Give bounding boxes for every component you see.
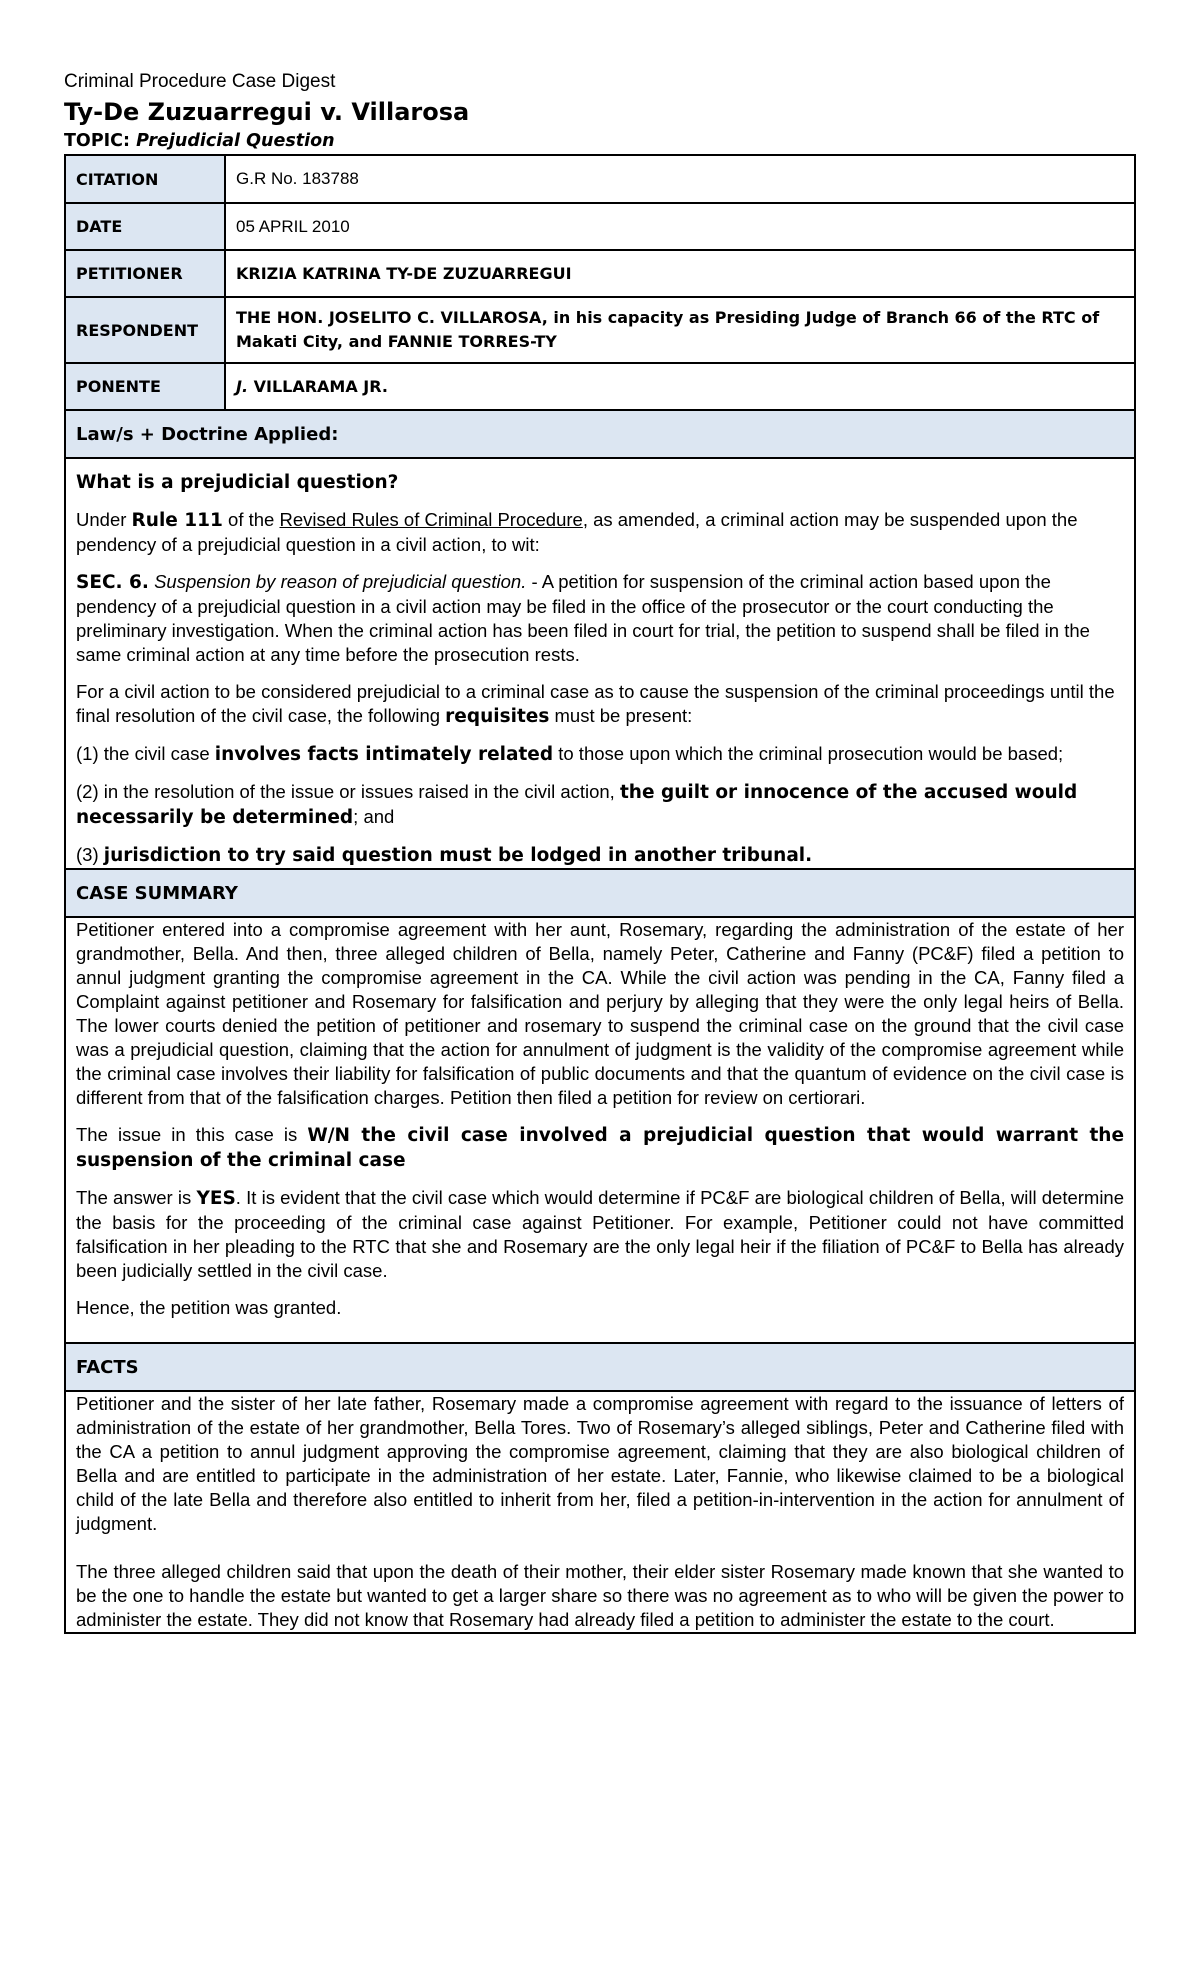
law-heading: Law/s + Doctrine Applied: [65, 410, 1135, 458]
rules-of-criminal-procedure-link[interactable]: Revised Rules of Criminal Procedure [279, 509, 583, 530]
summary-paragraph: Petitioner entered into a compromise agreement with her aunt, Rosemary, regarding the administration of the estate of her grandmother, Bella. And then, three alleged children of Bella, namely Peter, Catherine and Fanny (PC&F) filed a petition to annul judgment granting the compromise agreement in the CA. While the civil action was pending in the CA, Fanny filed a Complaint against petitioner and Rosemary for falsification and perjury by alleging that they were the only legal heirs of Bella. The lower courts denied the petition of petitioner and rosemary to suspend the criminal case on the ground that the civil case was a prejudicial question, claiming that the action for annulment of judgment is the validity of the compromise agreement while the criminal case involves their liability for falsification of public documents and that the quantum of evidence on the civil case is different from that of the falsification charges. Petition then filed a petition for review on certiorari. [76, 919, 1124, 1108]
text-run: (1) the civil case [76, 743, 215, 764]
respondent-label: RESPONDENT [65, 297, 225, 363]
facts-paragraph-2: The three alleged children said that upon the death of their mother, their elder sister Rosemary made known that she wanted to be the one to handle the estate but wanted to get a larger share so there was no agreement as to who will be given the power to administer the estate. They did not know that Rosemary had already filed a petition to administer the estate to the court. [76, 1561, 1124, 1630]
text-run: The answer is [76, 1187, 197, 1208]
summary-heading-row [65, 869, 1135, 917]
date-row [65, 203, 1135, 250]
text-run: (2) in the resolution of the issue or issues raised in the civil action, [76, 781, 620, 802]
requisite-3 [76, 843, 1124, 868]
law-body [65, 458, 1135, 869]
requisite-3-bold: jurisdiction to try said question must be lodged in another tribunal. [103, 845, 813, 866]
requisite-2-bold: the guilt or innocence of the accused would necessarily be determined [76, 782, 1078, 828]
section-title: Suspension by reason of prejudicial question. [154, 571, 527, 592]
text-run: to those upon which the criminal prosecution would be based; [553, 743, 1064, 764]
facts-body-row [65, 1391, 1135, 1633]
disposition-paragraph: Hence, the petition was granted. [76, 1297, 342, 1318]
date-value: 05 APRIL 2010 [225, 203, 1135, 250]
text-run: Under [76, 509, 132, 530]
answer-bold: YES [196, 1188, 236, 1209]
topic-line [64, 128, 1136, 154]
text-run: , as amended, a criminal action may be suspended upon the pendency of a prejudicial question in a civil action, to wit: [76, 509, 1078, 555]
facts-body [65, 1391, 1135, 1633]
requisite-2 [76, 780, 1124, 830]
petitioner-row [65, 250, 1135, 297]
text-run: For a civil action to be considered prejudicial to a criminal case as to cause the suspension of the criminal proceedings until the final resolution of the civil case, the following [76, 681, 1115, 726]
facts-paragraph-1: Petitioner and the sister of her late father, Rosemary made a compromise agreement with regard to the issuance of letters of administration of the estate of her grandmother, Bella Tores. Two of Rosemary’s alleged siblings, Peter and Catherine filed with the CA a petition to annul judgment approving the compromise agreement, claiming that they are also biological children of Bella and are entitled to participate in the administration of her estate. Later, Fannie, who likewise claimed to be a biological child of the late Bella and therefore also entitled to inherit from her, filed a petition-in-intervention in the action for annulment of judgment. [76, 1393, 1124, 1534]
facts-heading-row [65, 1343, 1135, 1391]
citation-row [65, 155, 1135, 203]
case-title: Ty-De Zuzuarregui v. Villarosa [64, 98, 470, 126]
rule-111-bold: Rule 111 [131, 510, 223, 531]
citation-value: G.R No. 183788 [225, 155, 1135, 203]
respondent-value: THE HON. JOSELITO C. VILLAROSA, in his capacity as Presiding Judge of Branch 66 of the RTC of Makati City, and FANNIE TORRES-TY [225, 297, 1135, 363]
respondent-row [65, 297, 1135, 363]
date-label: DATE [65, 203, 225, 250]
text-run: of the [222, 509, 280, 530]
requisite-1-bold: involves facts intimately related [214, 744, 554, 765]
section-number: SEC. 6. [76, 572, 149, 593]
petitioner-value: KRIZIA KATRINA TY-DE ZUZUARREGUI [225, 250, 1135, 297]
law-heading-row [65, 410, 1135, 458]
ponente-row [65, 363, 1135, 410]
requisites-bold: requisites [445, 706, 550, 727]
text-run: ; and [353, 806, 395, 827]
case-summary-body [65, 917, 1135, 1343]
ponente-value [225, 363, 1135, 410]
text-run: (3) [76, 844, 104, 865]
text-run: . It is evident that the civil case which would determine if PC&F are biological children of Bella, will determine the basis for the proceeding of the criminal case against Petitioner. For example, Petitioner could not have committed falsification in her pleading to the RTC that she and Rosemary are the only legal heir if the filiation of PC&F to Bella has already been judicially settled in the civil case. [76, 1187, 1125, 1281]
document-kicker: Criminal Procedure Case Digest [64, 71, 336, 92]
case-table [64, 154, 1136, 1634]
section-6-paragraph [76, 570, 1124, 667]
ponente-prefix: J. [236, 376, 249, 396]
answer-paragraph [76, 1186, 1124, 1283]
text-run: - A petition for suspension of the criminal action based upon the pendency of a prejudicial question in a civil action may be filed in the office of the prosecutor or the court conducting the preliminary investigation. When the criminal action has been filed in court for trial, the petition to suspend shall be filed in the same criminal action at any time before the prosecution rests. [76, 571, 1090, 665]
law-body-row [65, 458, 1135, 869]
rule-111-paragraph [76, 508, 1124, 557]
requisite-1 [76, 742, 1124, 767]
ponente-label: PONENTE [65, 363, 225, 410]
text-run: The issue in this case is [76, 1124, 308, 1145]
citation-label: CITATION [65, 155, 225, 203]
case-summary-heading: CASE SUMMARY [65, 869, 1135, 917]
ponente-name: VILLARAMA JR. [253, 376, 388, 396]
facts-heading: FACTS [65, 1343, 1135, 1391]
text-run: must be present: [549, 705, 693, 726]
topic-label: TOPIC: [64, 131, 130, 151]
topic-value: Prejudicial Question [136, 131, 335, 151]
summary-body-row [65, 917, 1135, 1343]
case-digest-page [64, 70, 1136, 1634]
issue-paragraph [76, 1123, 1124, 1173]
prejudicial-question-heading: What is a prejudicial question? [76, 472, 399, 493]
petitioner-label: PETITIONER [65, 250, 225, 297]
requisites-intro [76, 680, 1124, 729]
issue-bold: W/N the civil case involved a prejudicial question that would warrant the suspension of the criminal case [76, 1125, 1125, 1171]
